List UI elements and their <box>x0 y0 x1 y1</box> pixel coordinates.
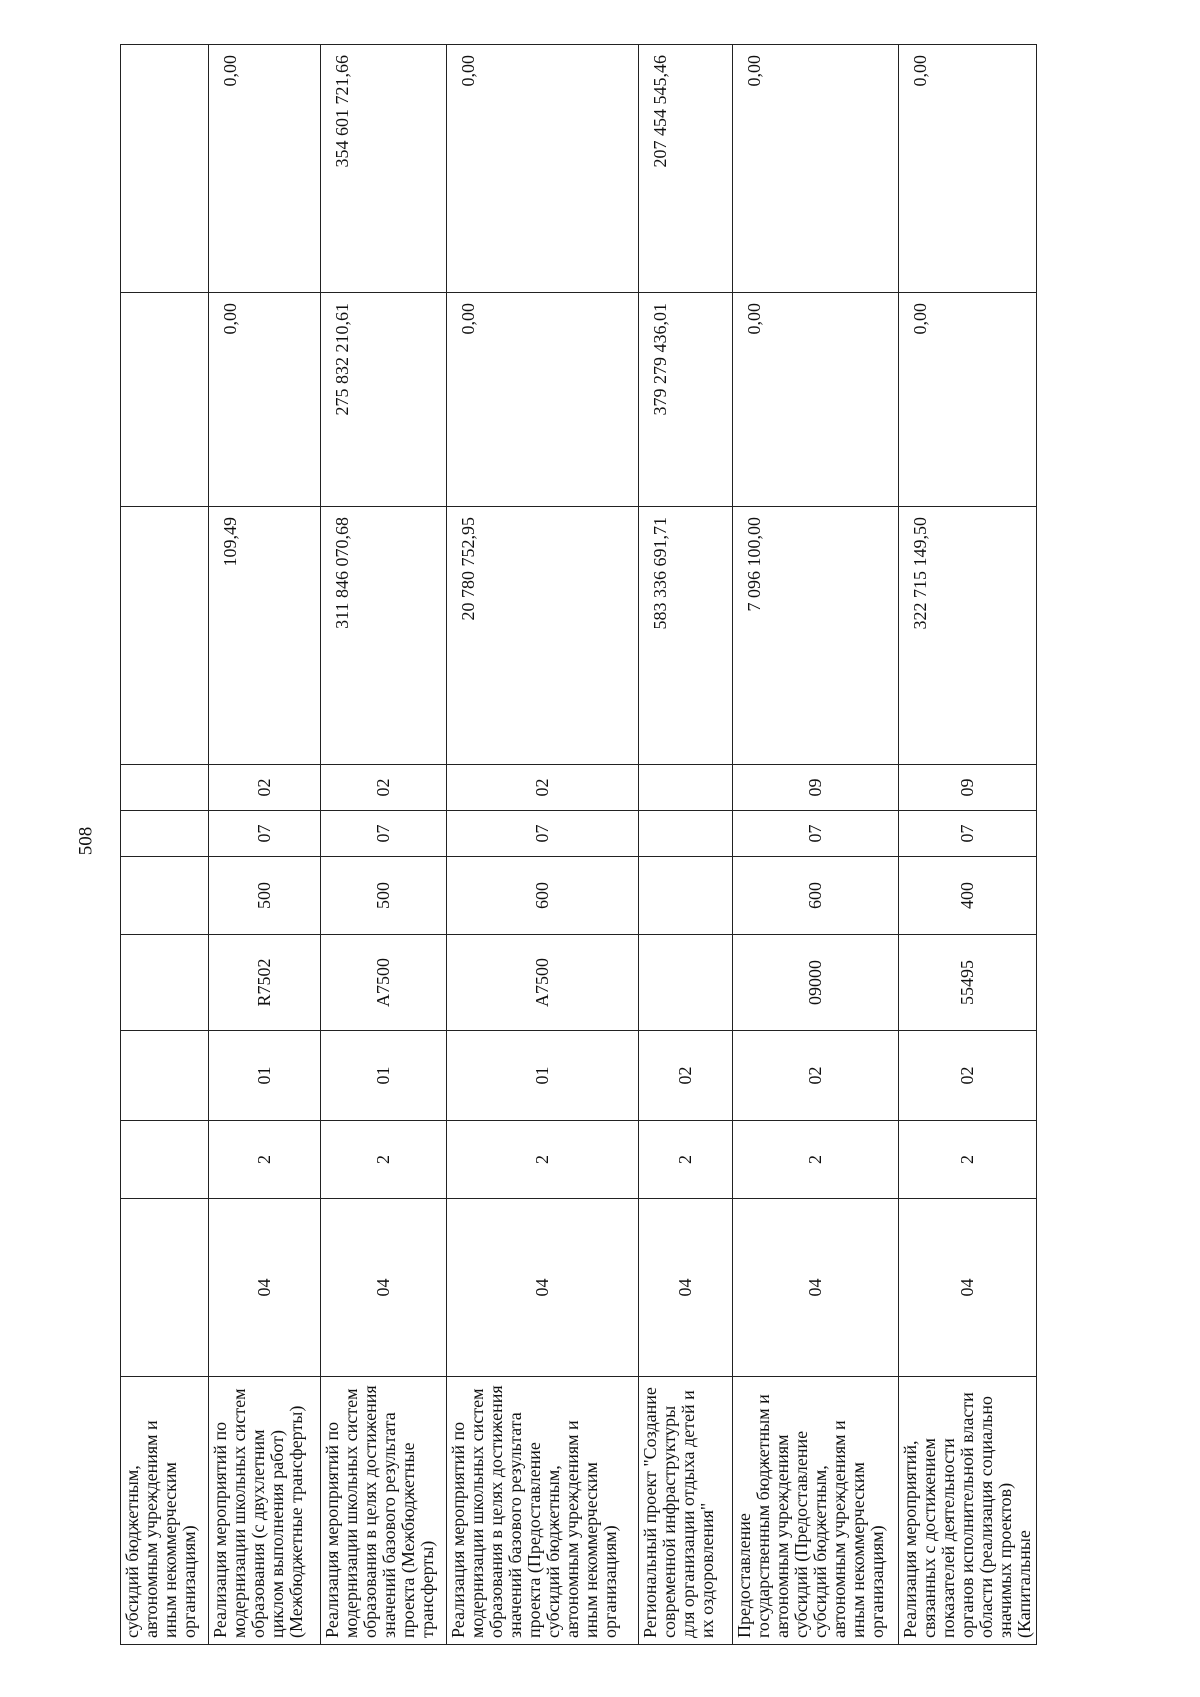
row-name: Реализация мероприятий по модернизации школьных систем образования в целях достижения значений базового результата проекта (Предоставление субсидий бюджетным, автономным учреждениям и иным некоммерческим организациям) <box>447 1377 639 1645</box>
row-name: Региональный проект "Создание современной инфраструктуры для организации отдыха детей и их оздоровления" <box>639 1377 733 1645</box>
cell-amount-1: 311 846 070,68 <box>321 507 447 765</box>
cell-program: 04 <box>639 1199 733 1377</box>
cell-direction: 55495 <box>899 935 1037 1031</box>
cell-event: 02 <box>899 1031 1037 1121</box>
row-name: субсидий бюджетным, автономным учреждениям и иным некоммерческим организациям) <box>121 1377 209 1645</box>
cell-program <box>121 1199 209 1377</box>
table-body <box>121 45 1037 1645</box>
cell-subsection: 09 <box>733 765 899 811</box>
cell-amount-3 <box>121 45 209 293</box>
table-row <box>639 45 733 1645</box>
cell-subprogram: 2 <box>209 1121 321 1199</box>
cell-expense-type <box>121 857 209 935</box>
cell-event: 01 <box>447 1031 639 1121</box>
cell-section: 07 <box>899 811 1037 857</box>
cell-subprogram: 2 <box>639 1121 733 1199</box>
cell-expense-type <box>639 857 733 935</box>
cell-expense-type: 400 <box>899 857 1037 935</box>
cell-event: 01 <box>321 1031 447 1121</box>
cell-program: 04 <box>733 1199 899 1377</box>
cell-event: 02 <box>733 1031 899 1121</box>
cell-expense-type: 500 <box>321 857 447 935</box>
cell-section: 07 <box>321 811 447 857</box>
cell-subsection: 02 <box>447 765 639 811</box>
cell-subprogram: 2 <box>899 1121 1037 1199</box>
cell-direction: 09000 <box>733 935 899 1031</box>
cell-amount-2: 0,00 <box>899 293 1037 507</box>
cell-amount-1: 20 780 752,95 <box>447 507 639 765</box>
cell-amount-1: 583 336 691,71 <box>639 507 733 765</box>
cell-section <box>121 811 209 857</box>
row-name: Реализация мероприятий, связанных с достижением показателей деятельности органов исполнительной власти области (реализация социально значимых проектов) (Капитальные <box>899 1377 1037 1645</box>
cell-program: 04 <box>209 1199 321 1377</box>
cell-expense-type: 600 <box>447 857 639 935</box>
cell-amount-3: 0,00 <box>733 45 899 293</box>
cell-event: 02 <box>639 1031 733 1121</box>
budget-table <box>120 44 1037 1645</box>
cell-subsection: 02 <box>209 765 321 811</box>
cell-amount-2: 0,00 <box>733 293 899 507</box>
table-row <box>733 45 899 1645</box>
cell-amount-2: 275 832 210,61 <box>321 293 447 507</box>
cell-amount-1: 322 715 149,50 <box>899 507 1037 765</box>
cell-event: 01 <box>209 1031 321 1121</box>
page-number: 508 <box>75 826 97 856</box>
table-row <box>899 45 1037 1645</box>
cell-direction <box>121 935 209 1031</box>
row-name: Реализация мероприятий по модернизации школьных систем образования (с двухлетним циклом выполнения работ) (Межбюджетные трансферты) <box>209 1377 321 1645</box>
table-row <box>209 45 321 1645</box>
cell-subsection: 09 <box>899 765 1037 811</box>
cell-amount-3: 207 454 545,46 <box>639 45 733 293</box>
cell-amount-3: 0,00 <box>899 45 1037 293</box>
cell-amount-3: 0,00 <box>447 45 639 293</box>
cell-section: 07 <box>209 811 321 857</box>
cell-direction: A7500 <box>321 935 447 1031</box>
cell-direction: R7502 <box>209 935 321 1031</box>
cell-expense-type: 500 <box>209 857 321 935</box>
cell-amount-1: 109,49 <box>209 507 321 765</box>
cell-section: 07 <box>447 811 639 857</box>
cell-amount-1 <box>121 507 209 765</box>
cell-subsection <box>639 765 733 811</box>
rotated-table-canvas <box>120 45 1080 1645</box>
cell-amount-3: 354 601 721,66 <box>321 45 447 293</box>
cell-amount-3: 0,00 <box>209 45 321 293</box>
table-row <box>121 45 209 1645</box>
cell-event <box>121 1031 209 1121</box>
cell-amount-2: 379 279 436,01 <box>639 293 733 507</box>
table-row <box>447 45 639 1645</box>
cell-program: 04 <box>321 1199 447 1377</box>
cell-section <box>639 811 733 857</box>
cell-direction <box>639 935 733 1031</box>
cell-expense-type: 600 <box>733 857 899 935</box>
cell-program: 04 <box>447 1199 639 1377</box>
cell-subsection <box>121 765 209 811</box>
cell-subprogram: 2 <box>447 1121 639 1199</box>
cell-amount-1: 7 096 100,00 <box>733 507 899 765</box>
cell-program: 04 <box>899 1199 1037 1377</box>
cell-amount-2: 0,00 <box>209 293 321 507</box>
cell-amount-2 <box>121 293 209 507</box>
cell-subprogram: 2 <box>321 1121 447 1199</box>
cell-subsection: 02 <box>321 765 447 811</box>
cell-subprogram <box>121 1121 209 1199</box>
row-name: Предоставление государственным бюджетным и автономным учреждениям субсидий (Предоставление субсидий бюджетным, автономным учреждениям и иным некоммерческим организациям) <box>733 1377 899 1645</box>
cell-direction: A7500 <box>447 935 639 1031</box>
table-row <box>321 45 447 1645</box>
cell-subprogram: 2 <box>733 1121 899 1199</box>
row-name: Реализация мероприятий по модернизации школьных систем образования в целях достижения значений базового результата проекта (Межбюджетные трансферты) <box>321 1377 447 1645</box>
cell-section: 07 <box>733 811 899 857</box>
cell-amount-2: 0,00 <box>447 293 639 507</box>
